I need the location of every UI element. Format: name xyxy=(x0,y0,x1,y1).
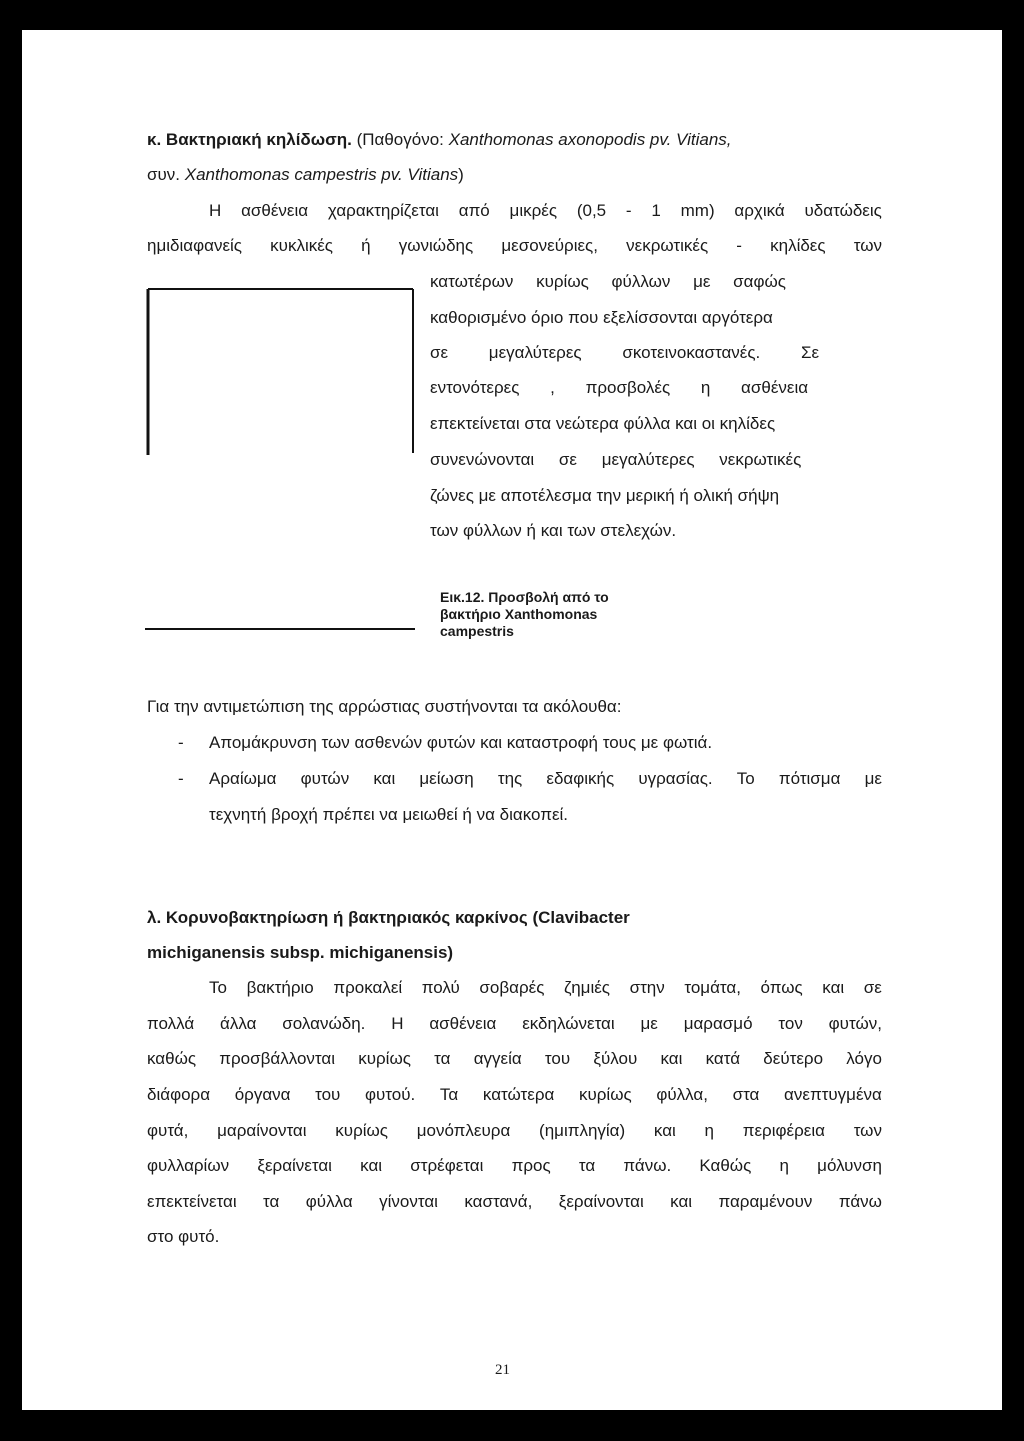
bullet-item: Αραίωμα φυτών και μείωση της εδαφικής υγρασίας. Το πότισμα με xyxy=(209,769,882,788)
paragraph-line: επεκτείνεται στα νεώτερα φύλλα και οι κηλίδες xyxy=(430,414,776,433)
section-k-heading-line-2 xyxy=(147,165,464,185)
paragraph-line: ημιδιαφανείς κυκλικές ή γωνιώδης μεσονεύριες, νεκρωτικές - κηλίδες των xyxy=(147,236,882,255)
paragraph-line: συνενώνονται σε μεγαλύτερες νεκρωτικές xyxy=(430,450,802,469)
heading-text: ) xyxy=(458,165,464,184)
paragraph-line: των φύλλων ή και των στελεχών. xyxy=(430,521,677,540)
treatment-intro: Για την αντιμετώπιση της αρρώστιας συστήνονται τα ακόλουθα: xyxy=(147,697,622,716)
bullet-mark: - xyxy=(178,733,184,752)
paragraph-line: στο φυτό. xyxy=(147,1227,220,1246)
paragraph-line: Η ασθένεια χαρακτηρίζεται από μικρές (0,5 - 1 mm) αρχικά υδατώδεις xyxy=(209,201,882,220)
paragraph-line: επεκτείνεται τα φύλλα γίνονται καστανά, ξεραίνονται και παραμένουν πάνω xyxy=(147,1192,882,1211)
page-number: 21 xyxy=(495,1362,510,1378)
paragraph-line: διάφορα όργανα του φυτού. Τα κατώτερα κυρίως φύλλα, στα ανεπτυγμένα xyxy=(147,1085,882,1104)
section-l-heading-line-2: michiganensis subsp. michiganensis) xyxy=(147,943,454,962)
paragraph-line: κατωτέρων κυρίως φύλλων με σαφώς xyxy=(430,272,786,291)
paragraph-line: σε μεγαλύτερες σκοτεινοκαστανές. Σε xyxy=(430,343,820,362)
section-l-heading-line-1: λ. Κορυνοβακτηρίωση ή βακτηριακός καρκίνος (Clavibacter xyxy=(147,908,630,927)
paragraph-line: πολλά άλλα σολανώδη. Η ασθένεια εκδηλώνεται με μαρασμό τον φυτών, xyxy=(147,1014,882,1033)
paragraph-line: Το βακτήριο προκαλεί πολύ σοβαρές ζημιές στην τομάτα, όπως και σε xyxy=(209,978,882,997)
figure-caption-line: βακτήριο Xanthomonas xyxy=(440,606,598,622)
figure-caption-line: Εικ.12. Προσβολή από το xyxy=(440,589,609,605)
heading-text: συν. xyxy=(147,165,185,184)
bullet-mark: - xyxy=(178,769,184,788)
paragraph-line: καθώς προσβάλλονται κυρίως τα αγγεία του ξύλου και κατά δεύτερο λόγο xyxy=(147,1049,882,1068)
heading-text: (Παθογόνο: xyxy=(351,130,449,149)
paragraph-line: εντονότερες , προσβολές η ασθένεια xyxy=(430,378,809,397)
paragraph-line: φυλλαρίων ξεραίνεται και στρέφεται προς τα πάνω. Καθώς η μόλυνση xyxy=(147,1156,882,1175)
bullet-item-continuation: τεχνητή βροχή πρέπει να μειωθεί ή να διακοπεί. xyxy=(209,805,569,824)
paragraph-line: φυτά, μαραίνονται κυρίως μονόπλευρα (ημιπληγία) και η περιφέρεια των xyxy=(147,1121,882,1140)
pathogen-synonym: Xanthomonas campestris pv. Vitians xyxy=(184,165,459,184)
figure-frame xyxy=(140,283,420,643)
paragraph-line: καθορισμένο όριο που εξελίσσονται αργότερα xyxy=(430,308,773,327)
pathogen-name: Xanthomonas axonopodis pv. Vitians, xyxy=(448,130,732,149)
section-k-heading-line-1 xyxy=(147,130,732,150)
paragraph-line: ζώνες με αποτέλεσμα την μερική ή ολική σήψη xyxy=(430,486,780,505)
figure-caption-line: campestris xyxy=(440,623,514,639)
section-k-title: κ. Βακτηριακή κηλίδωση. xyxy=(147,130,352,149)
bullet-item: Απομάκρυνση των ασθενών φυτών και καταστροφή τους με φωτιά. xyxy=(209,733,713,752)
